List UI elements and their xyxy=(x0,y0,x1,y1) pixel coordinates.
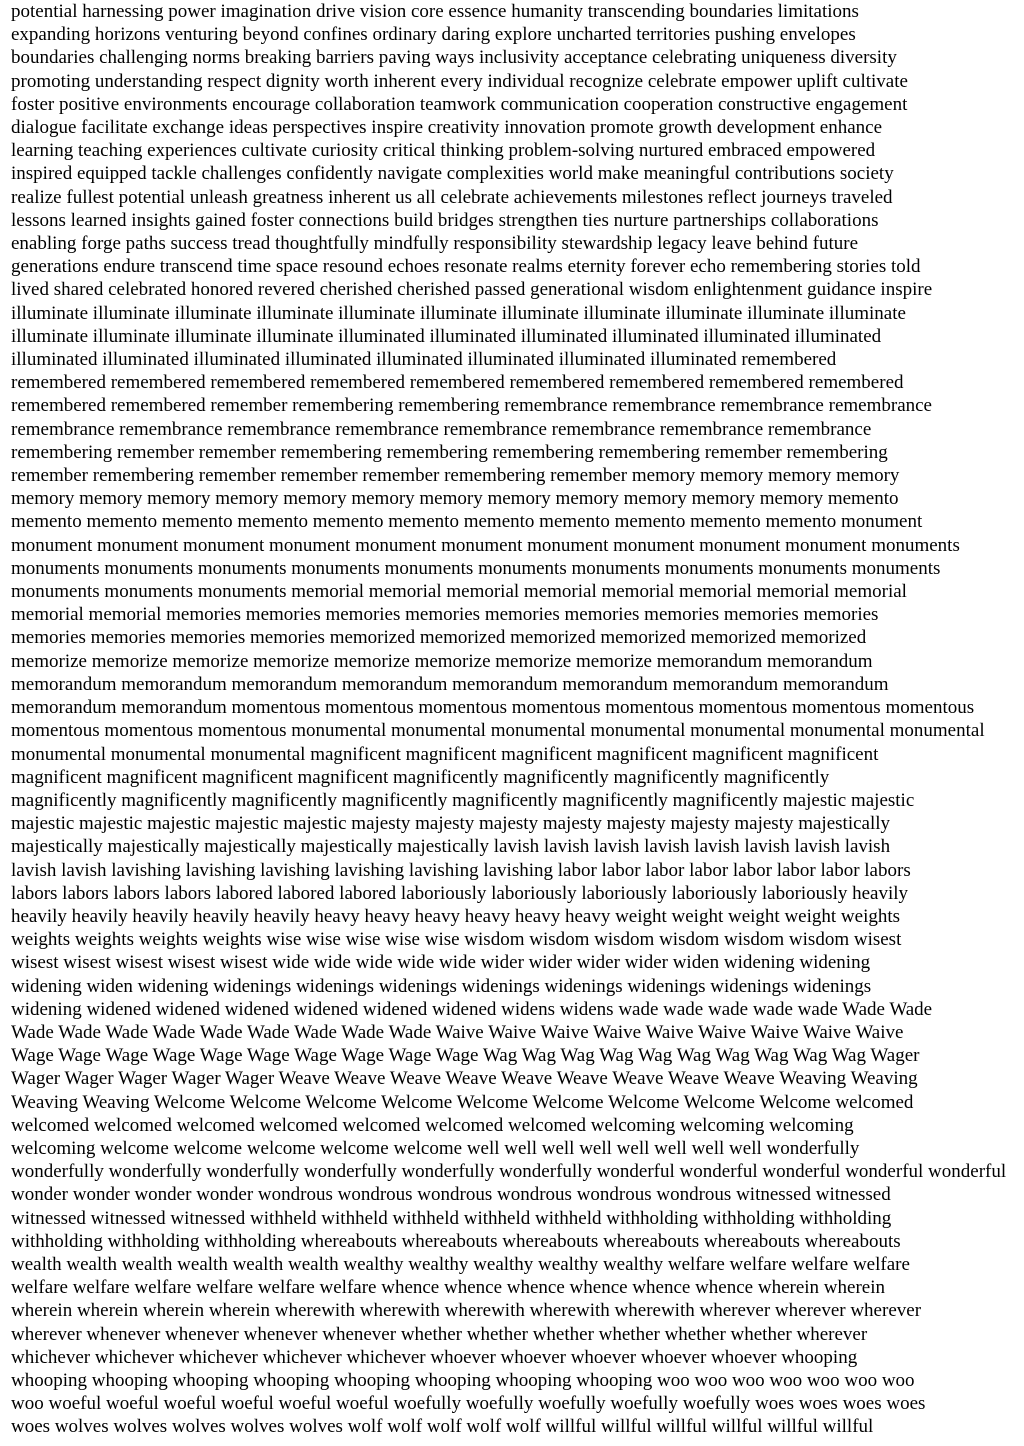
text-line: memorial memorial memories memories memories memories memories memories memories memories memories xyxy=(11,604,879,626)
text-line: wealth wealth wealth wealth wealth wealth wealthy wealthy wealthy wealthy wealthy welfare welfare welfare welfare xyxy=(11,1253,910,1275)
text-line: wisest wisest wisest wisest wisest wide wide wide wide wide wider wider wider wider widen widening widening xyxy=(11,952,871,974)
text-line: welfare welfare welfare welfare welfare welfare whence whence whence whence whence whence wherein wherein xyxy=(11,1277,885,1299)
text-line: dialogue facilitate exchange ideas perspectives inspire creativity innovation promote growth development enhance xyxy=(11,117,883,139)
text-line: lavish lavish lavishing lavishing lavishing lavishing lavishing lavishing labor labor labor labor labor labor labor labors xyxy=(11,859,911,881)
text-line: magnificent magnificent magnificent magnificent magnificently magnificently magnificently magnificently xyxy=(11,766,830,788)
text-line: lived shared celebrated honored revered cherished cherished passed generational wisdom enlightenment guidance inspire xyxy=(11,279,933,301)
text-line: Wager Wager Wager Wager Wager Weave Weave Weave Weave Weave Weave Weave Weave Weave Weaving Weaving xyxy=(11,1068,918,1090)
text-line: generations endure transcend time space resound echoes resonate realms eternity forever echo remembering stories told xyxy=(11,256,921,278)
text-line: illuminate illuminate illuminate illuminate illuminated illuminated illuminated illuminated illuminated illuminated xyxy=(11,325,882,347)
text-line: widening widened widened widened widened widened widened widens widens wade wade wade wade wade Wade Wade xyxy=(11,998,933,1020)
text-line: memories memories memories memories memorized memorized memorized memorized memorized memorized xyxy=(11,627,867,649)
text-line: wonderfully wonderfully wonderfully wonderfully wonderfully wonderfully wonderful wonderful wonderful wonderful wonderful xyxy=(11,1161,1007,1183)
text-line: memorize memorize memorize memorize memorize memorize memorize memorize memorandum memorandum xyxy=(11,650,873,672)
text-line: momentous momentous momentous monumental monumental monumental monumental monumental monumental monumental xyxy=(11,720,985,742)
text-line: remembrance remembrance remembrance remembrance remembrance remembrance remembrance remembrance xyxy=(11,418,872,440)
text-line: memorandum memorandum momentous momentous momentous momentous momentous momentous momentous momentous xyxy=(11,697,975,719)
text-line: welcomed welcomed welcomed welcomed welcomed welcomed welcomed welcoming welcoming welcoming xyxy=(11,1114,854,1136)
text-line: remembered remembered remembered remembered remembered remembered remembered remembered remembered xyxy=(11,372,904,394)
text-line: Weaving Weaving Welcome Welcome Welcome Welcome Welcome Welcome Welcome Welcome Welcome welcomed xyxy=(11,1091,914,1113)
text-line: labors labors labors labors labored labored labored laboriously laboriously laboriously laboriously laboriously heavily xyxy=(11,882,909,904)
text-line: potential harnessing power imagination drive vision core essence humanity transcending boundaries limitations xyxy=(11,1,859,22)
text-line: magnificently magnificently magnificently magnificently magnificently magnificently magnificently majestic majestic xyxy=(11,789,915,811)
text-line: widening widen widening widenings widenings widenings widenings widenings widenings widenings widenings xyxy=(11,975,872,997)
text-line: illuminated illuminated illuminated illuminated illuminated illuminated illuminated illuminated remembered xyxy=(11,349,837,371)
text-line: monuments monuments monuments monuments monuments monuments monuments monuments monuments monuments xyxy=(11,557,941,579)
text-line: realize fullest potential unleash greatness inherent us all celebrate achievements milestones reflect journeys traveled xyxy=(11,186,893,208)
text-line: learning teaching experiences cultivate curiosity critical thinking problem-solving nurtured embraced empowered xyxy=(11,140,876,162)
text-line: remember remembering remember remember remember remembering remember memory memory memory memory xyxy=(11,465,900,487)
text-line: wonder wonder wonder wonder wondrous wondrous wondrous wondrous wondrous wondrous witnessed witnessed xyxy=(11,1184,891,1206)
text-line: welcoming welcome welcome welcome welcome welcome well well well well well well well well wonderfully xyxy=(11,1137,860,1159)
text-line: woo woeful woeful woeful woeful woeful woeful woefully woefully woefully woefully woefully woes woes woes woes xyxy=(11,1393,926,1415)
text-line: illuminate illuminate illuminate illuminate illuminate illuminate illuminate illuminate illuminate illuminate illuminate xyxy=(11,302,906,324)
text-line: memorandum memorandum memorandum memorandum memorandum memorandum memorandum memorandum xyxy=(11,673,889,695)
text-line: remembering remember remember remembering remembering remembering remembering remember remembering xyxy=(11,441,888,463)
text-line: expanding horizons venturing beyond confines ordinary daring explore uncharted territories pushing envelopes xyxy=(11,24,856,46)
text-line: whooping whooping whooping whooping whooping whooping whooping whooping woo woo woo woo woo woo woo xyxy=(11,1369,915,1391)
text-line: promoting understanding respect dignity worth inherent every individual recognize celebrate empower uplift cultivate xyxy=(11,70,908,92)
text-line: wherein wherein wherein wherein wherewith wherewith wherewith wherewith wherewith wherever wherever wherever xyxy=(11,1300,922,1322)
text-line: heavily heavily heavily heavily heavily heavy heavy heavy heavy heavy heavy weight weight weight weight weights xyxy=(11,905,901,927)
text-line: majestically majestically majestically majestically majestically lavish lavish lavish lavish lavish lavish lavish lavish xyxy=(11,836,891,858)
text-line: monuments monuments monuments memorial memorial memorial memorial memorial memorial memorial memorial xyxy=(11,581,907,603)
text-block xyxy=(11,0,1014,1439)
text-line: inspired equipped tackle challenges confidently navigate complexities world make meaningful contributions society xyxy=(11,163,894,185)
text-line: memory memory memory memory memory memory memory memory memory memory memory memory memento xyxy=(11,488,899,510)
text-line: foster positive environments encourage collaboration teamwork communication cooperation constructive engagement xyxy=(11,93,908,115)
text-line: monumental monumental monumental magnificent magnificent magnificent magnificent magnificent magnificent xyxy=(11,743,879,765)
text-line: remembered remembered remember remembering remembering remembrance remembrance remembrance remembrance xyxy=(11,395,932,417)
text-line: boundaries challenging norms breaking barriers paving ways inclusivity acceptance celebrating uniqueness diversity xyxy=(11,47,897,69)
text-line: whichever whichever whichever whichever whichever whoever whoever whoever whoever whoever whooping xyxy=(11,1346,858,1368)
text-line: woes wolves wolves wolves wolves wolves wolf wolf wolf wolf wolf willful willful willful willful willful willful xyxy=(11,1416,874,1438)
text-line: witnessed witnessed witnessed withheld withheld withheld withheld withheld withholding withholding withholding xyxy=(11,1207,892,1229)
text-line: Wade Wade Wade Wade Wade Wade Wade Wade Wade Waive Waive Waive Waive Waive Waive Waive Waive Waive xyxy=(11,1021,904,1043)
text-line: wherever whenever whenever whenever whenever whether whether whether whether whether whether wherever xyxy=(11,1323,868,1345)
text-line: weights weights weights weights wise wise wise wise wise wisdom wisdom wisdom wisdom wisdom wisdom wisest xyxy=(11,929,902,951)
text-line: enabling forge paths success tread thoughtfully mindfully responsibility stewardship legacy leave behind future xyxy=(11,233,859,255)
text-line: monument monument monument monument monument monument monument monument monument monument monuments xyxy=(11,534,960,556)
text-line: memento memento memento memento memento memento memento memento memento memento memento monument xyxy=(11,511,923,533)
text-line: Wage Wage Wage Wage Wage Wage Wage Wage Wage Wage Wag Wag Wag Wag Wag Wag Wag Wag Wag Wag Wager xyxy=(11,1045,920,1067)
text-line: withholding withholding withholding whereabouts whereabouts whereabouts whereabouts whereabouts whereabouts xyxy=(11,1230,901,1252)
text-line: lessons learned insights gained foster connections build bridges strengthen ties nurture partnerships collaborations xyxy=(11,209,879,231)
text-line: majestic majestic majestic majestic majestic majesty majesty majesty majesty majesty majesty majesty majestically xyxy=(11,813,891,835)
